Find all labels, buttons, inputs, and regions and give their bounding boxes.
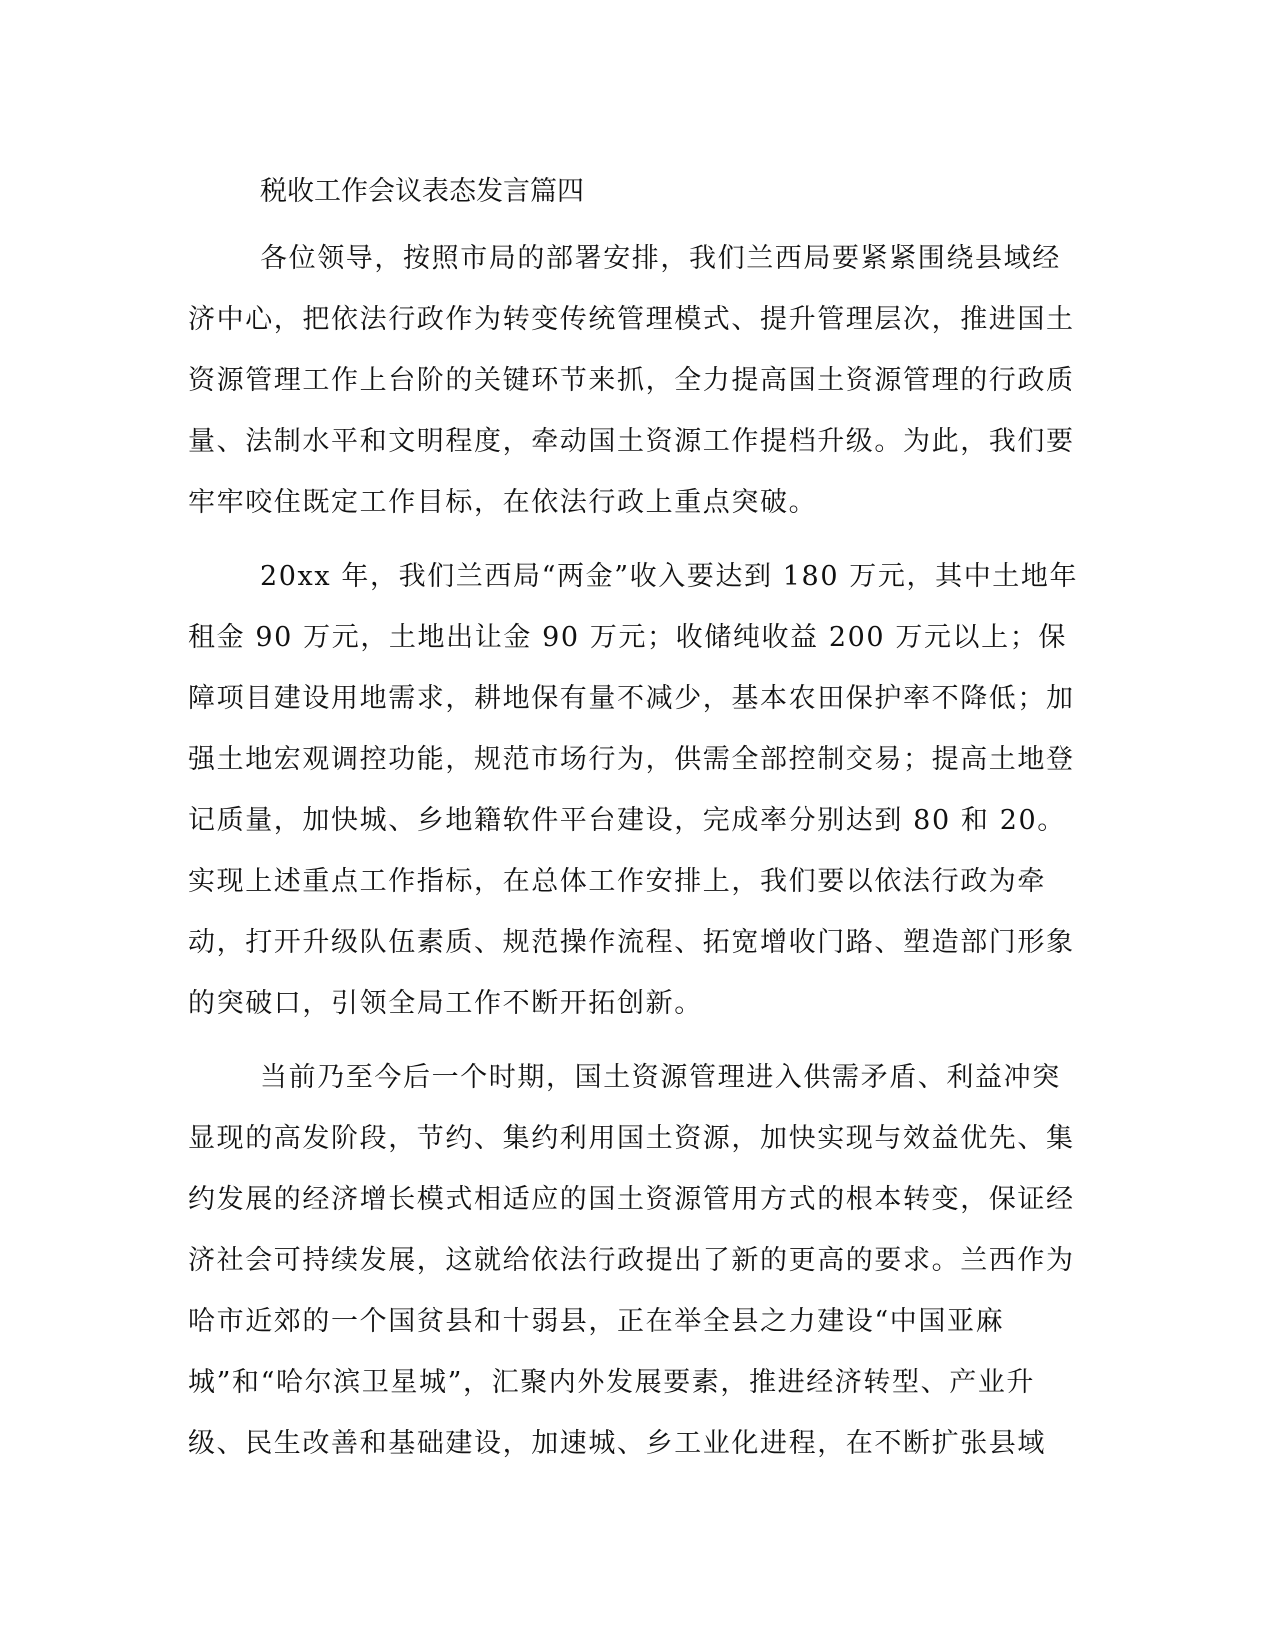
paragraph-context: 当前乃至今后一个时期，国土资源管理进入供需矛盾、利益冲突显现的高发阶段，节约、集约利用国土资源，加快实现与效益优先、集约发展的经济增长模式相适应的国土资源管用方式的根本转变，保证经济社会可持续发展，这就给依法行政提出了新的更高的要求。兰西作为哈市近郊的一个国贫县和十弱县，正在举全县之力建设“中国亚麻城”和“哈尔滨卫星城”，汇聚内外发展要素，推进经济转型、产业升级、民生改善和基础建设，加速城、乡工业化进程，在不断扩张县域 xyxy=(188,1062,1075,1459)
document-body xyxy=(188,170,1088,1487)
paragraph-targets: 20xx 年，我们兰西局“两金”收入要达到 180 万元，其中土地年租金 90 万元，土地出让金 90 万元；收储纯收益 200 万元以上；保障项目建设用地需求，耕地保有量不减少，基本农田保护率不降低；加强土地宏观调控功能，规范市场行为，供需全部控制交易；提高土地登记质量，加快城、乡地籍软件平台建设，完成率分别达到 80 和 20。实现上述重点工作指标，在总体工作安排上，我们要以依法行政为牵动，打开升级队伍素质、规范操作流程、拓宽增收门路、塑造部门形象的突破口，引领全局工作不断开拓创新。 xyxy=(188,561,1079,1019)
document-title: 税收工作会议表态发言篇四 xyxy=(260,176,584,207)
paragraph-intro: 各位领导，按照市局的部署安排，我们兰西局要紧紧围绕县域经济中心，把依法行政作为转变传统管理模式、提升管理层次，推进国土资源管理工作上台阶的关键环节来抓，全力提高国土资源管理的行政质量、法制水平和文明程度，牵动国土资源工作提档升级。为此，我们要牢牢咬住既定工作目标，在依法行政上重点突破。 xyxy=(188,243,1075,518)
